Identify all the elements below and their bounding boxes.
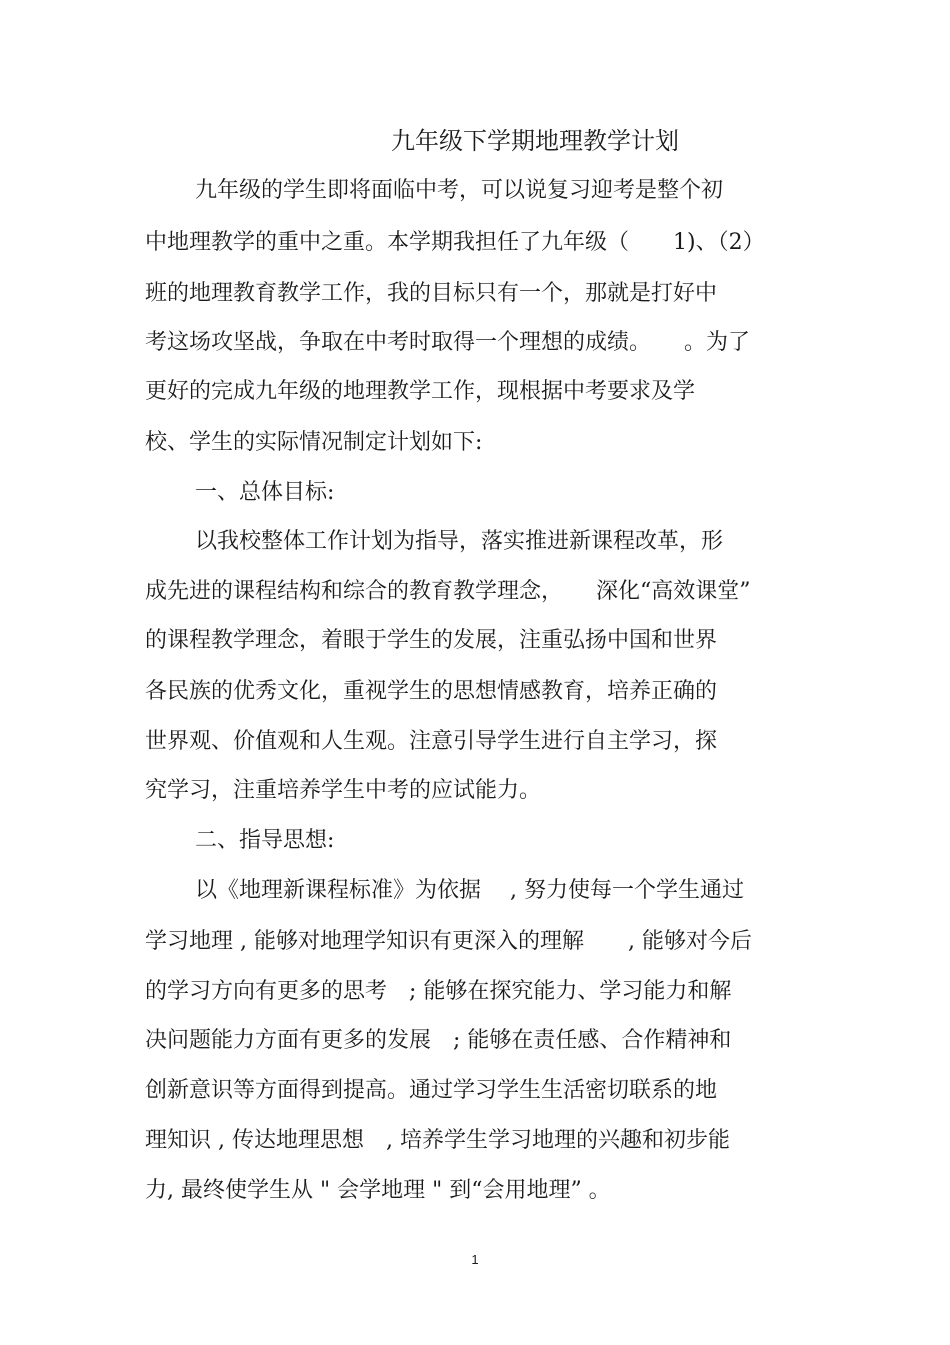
paragraph-line: 学习地理 , 能够对地理学知识有更深入的理解 , 能够对今后 <box>145 929 752 954</box>
paragraph-line: 究学习，注重培养学生中考的应试能力。 <box>145 778 542 803</box>
paragraph-line: 考这场攻坚战，争取在中考时取得一个理想的成绩。 。为了 <box>145 330 751 355</box>
paragraph-line: 创新意识等方面得到提高。通过学习学生生活密切联系的地 <box>145 1078 718 1103</box>
paragraph-line: 成先进的课程结构和综合的教育教学理念， 深化“高效课堂” <box>145 579 751 604</box>
paragraph-line: 的学习方向有更多的思考 ; 能够在探究能力、学习能力和解 <box>145 979 732 1004</box>
section-heading: 二、指导思想: <box>195 828 335 853</box>
paragraph-line: 九年级的学生即将面临中考，可以说复习迎考是整个初 <box>195 178 724 203</box>
paragraph-line: 以《地理新课程标准》为依据 , 努力使每一个学生通过 <box>195 878 744 903</box>
paragraph-line: 力, 最终使学生从 " 会学地理 " 到“会用地理” 。 <box>145 1178 611 1203</box>
paragraph-line: 理知识 , 传达地理思想 , 培养学生学习地理的兴趣和初步能 <box>145 1128 730 1153</box>
page-number: 1 <box>471 1252 479 1267</box>
paragraph-line: 的课程教学理念，着眼于学生的发展，注重弘扬中国和世界 <box>145 628 718 653</box>
paragraph-line: 班的地理教育教学工作，我的目标只有一个，那就是打好中 <box>145 281 718 306</box>
paragraph-line: 各民族的优秀文化，重视学生的思想情感教育，培养正确的 <box>145 679 718 704</box>
paragraph-line: 校、学生的实际情况制定计划如下: <box>145 430 483 455</box>
paragraph-line: 世界观、价值观和人生观。注意引导学生进行自主学习，探 <box>145 729 718 754</box>
document-title: 九年级下学期地理教学计划 <box>391 127 679 155</box>
paragraph-line: 决问题能力方面有更多的发展 ; 能够在责任感、合作精神和 <box>145 1028 732 1053</box>
section-heading: 一、总体目标: <box>195 480 335 505</box>
paragraph-line: 中地理教学的重中之重。本学期我担任了九年级（ 1)、（2） <box>145 230 765 255</box>
paragraph-line: 以我校整体工作计划为指导，落实推进新课程改革，形 <box>195 529 724 554</box>
paragraph-line: 更好的完成九年级的地理教学工作，现根据中考要求及学 <box>145 379 696 404</box>
